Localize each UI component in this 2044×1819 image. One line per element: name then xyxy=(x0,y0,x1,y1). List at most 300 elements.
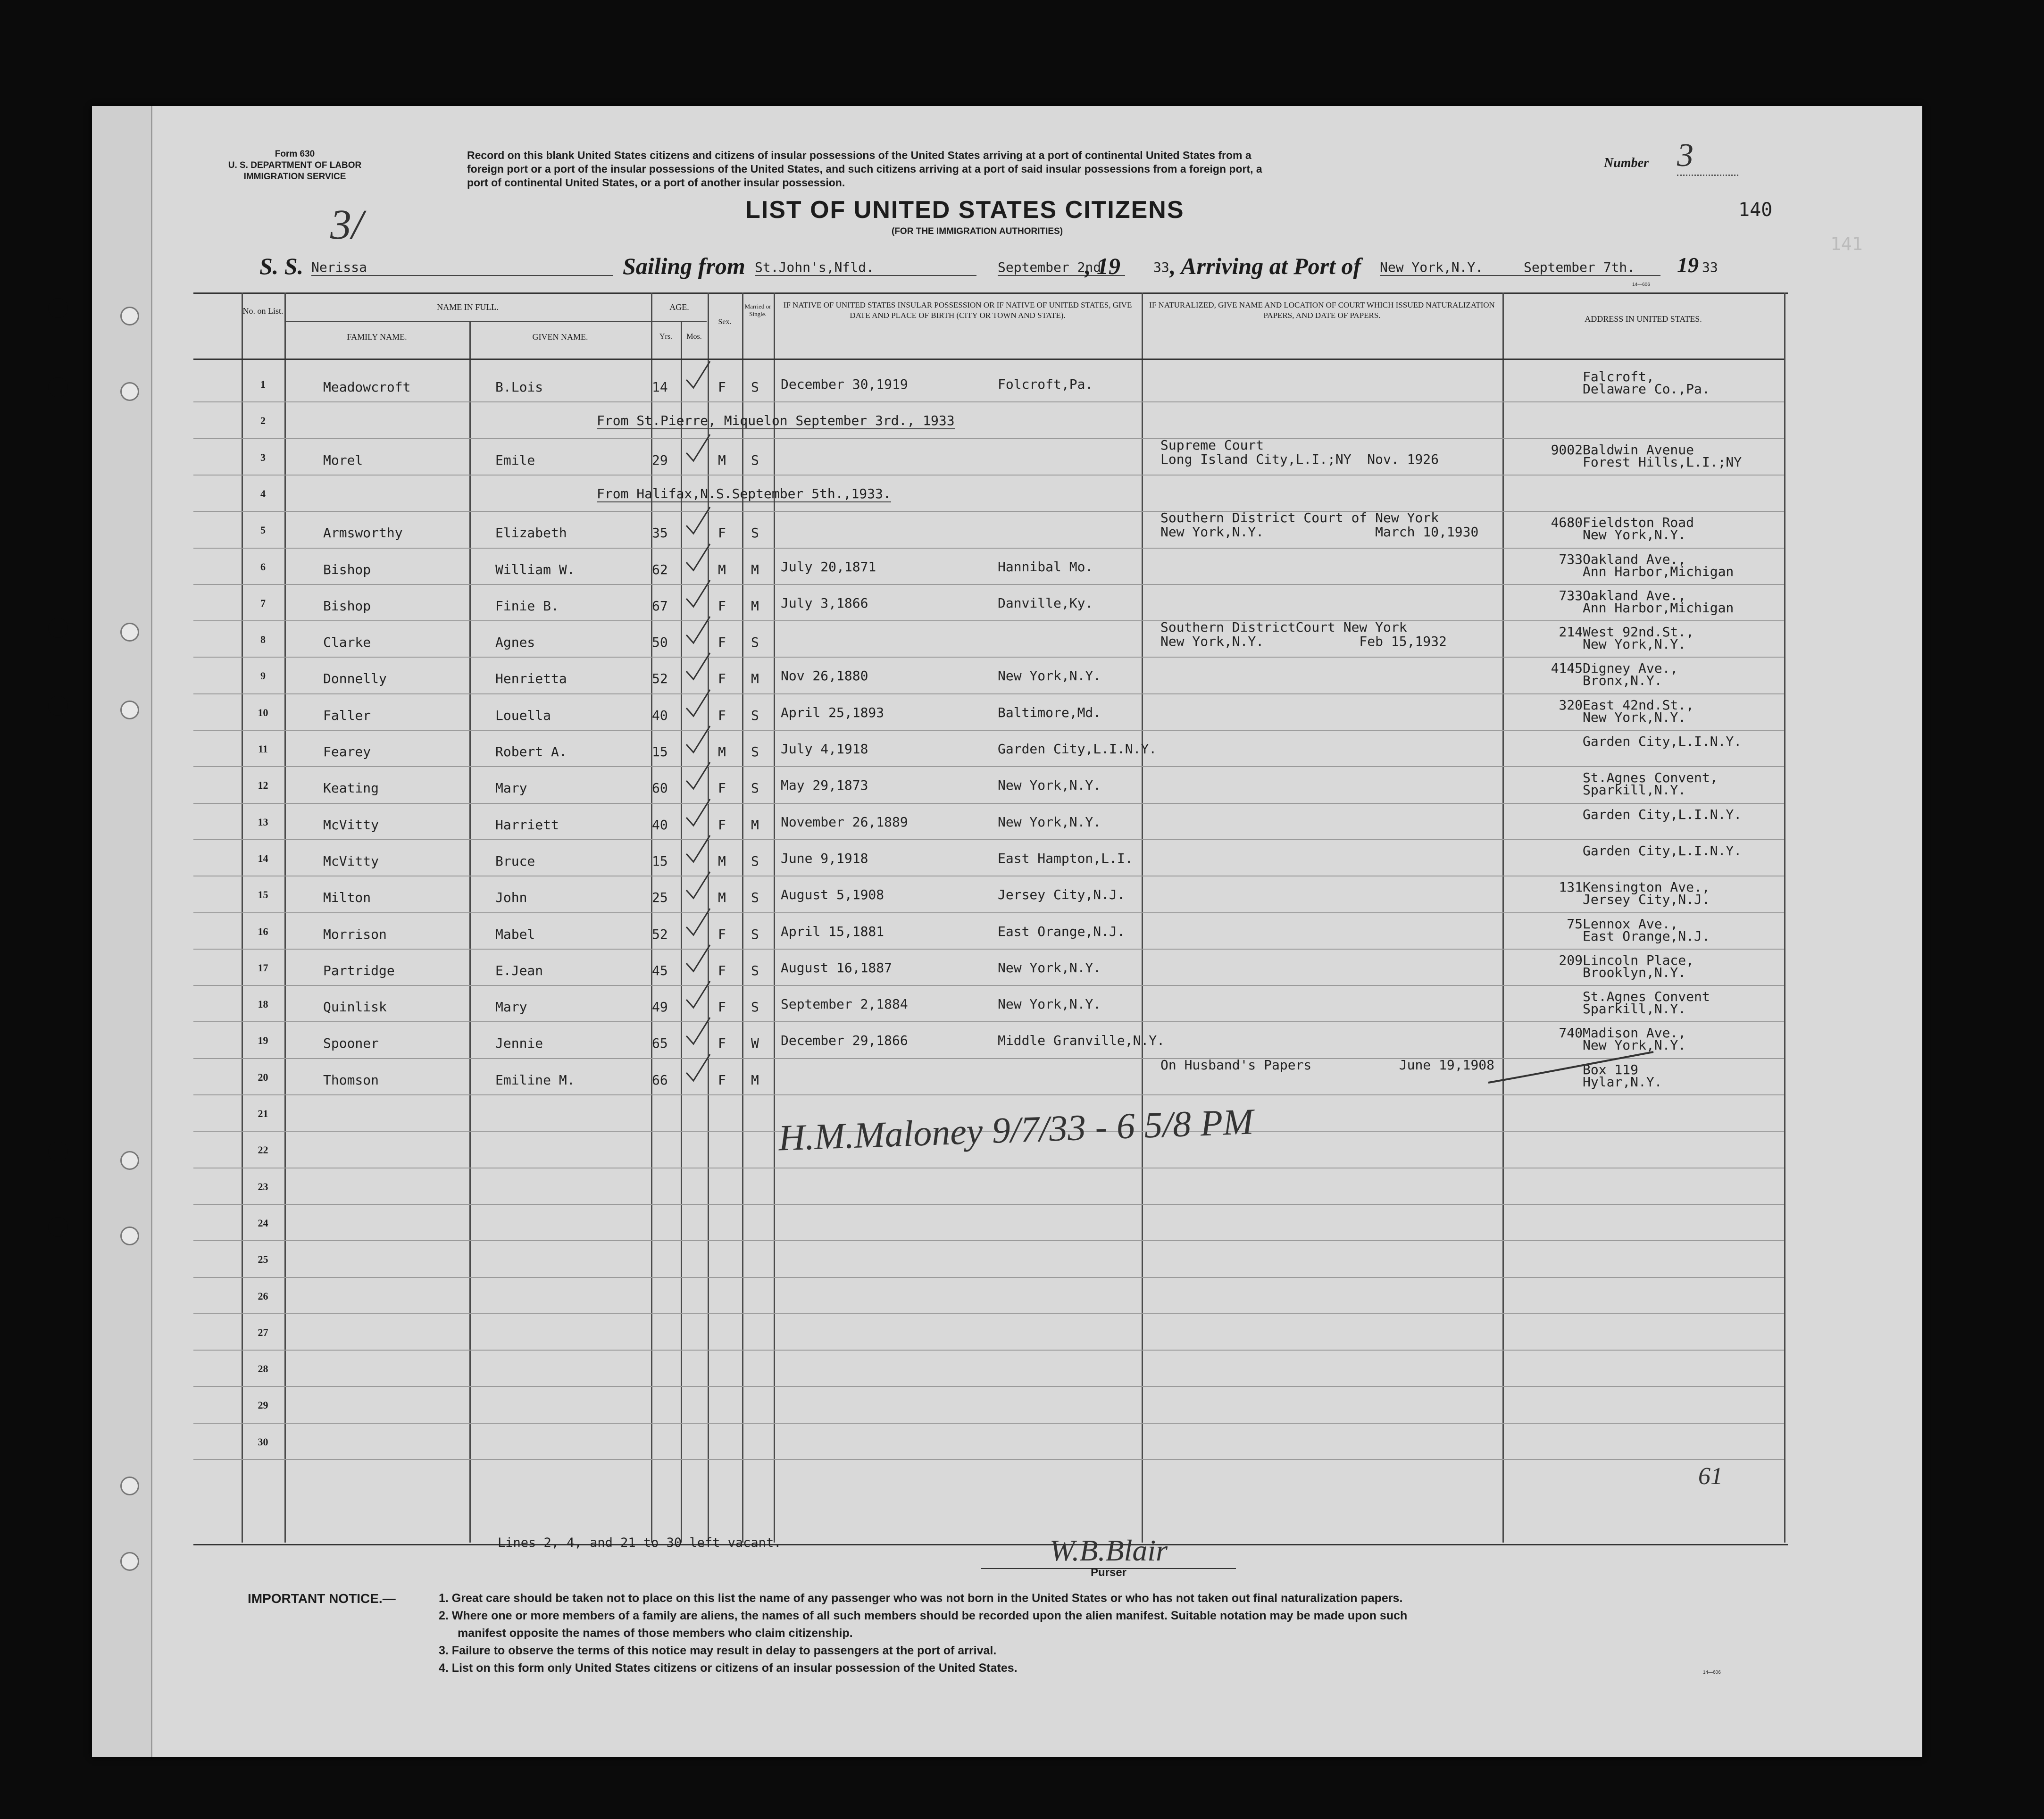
row-rule xyxy=(193,803,1784,804)
row-rule xyxy=(193,438,1784,439)
column-rule xyxy=(242,292,243,1543)
marital-status: S xyxy=(751,634,759,651)
header-birth: IF NATIVE OF UNITED STATES INSULAR POSSESSION OR IF NATIVE OF UNITED STATES, GIVE DATE AND PLACE OF BIRTH (CITY OR TOWN AND STATE). xyxy=(783,300,1132,320)
address-line-1: Kensington Ave., xyxy=(1583,879,1710,895)
sex: F xyxy=(718,1035,726,1051)
address-number: 740 xyxy=(1559,1025,1583,1041)
birth-place: Danville,Ky. xyxy=(998,595,1093,611)
birth-date: July 3,1866 xyxy=(781,595,868,611)
birth-date: June 9,1918 xyxy=(781,850,868,866)
age-years: 62 xyxy=(652,561,668,577)
address-line-2: Jersey City,N.J. xyxy=(1583,892,1710,908)
check-mark xyxy=(684,650,712,683)
form-subtitle: (FOR THE IMMIGRATION AUTHORITIES) xyxy=(892,226,1063,236)
given-name: Finie B. xyxy=(495,598,559,614)
naturalization-location-date: New York,N.Y. Feb 15,1932 xyxy=(1160,634,1447,650)
age-years: 15 xyxy=(652,744,668,759)
sex: M xyxy=(718,890,726,906)
binder-hole xyxy=(120,1151,139,1170)
family-name: Quinlisk xyxy=(323,999,387,1015)
marital-status: S xyxy=(751,926,759,942)
age-years: 35 xyxy=(652,525,668,541)
list-number: 1 xyxy=(260,378,266,390)
marital-status: S xyxy=(751,744,759,759)
address-number: 75 xyxy=(1567,916,1583,932)
list-number-vacant: 23 xyxy=(258,1180,268,1193)
age-years: 52 xyxy=(652,671,668,687)
departure-port: St.John's,Nfld. xyxy=(755,259,976,276)
naturalization-court: Southern District Court of New York xyxy=(1160,510,1439,526)
row-rule xyxy=(193,511,1784,512)
inspector-annotation: H.M.Maloney 9/7/33 - 6 5/8 PM xyxy=(777,1101,1254,1159)
family-name: Meadowcroft xyxy=(323,379,411,395)
row-rule xyxy=(193,1459,1784,1460)
sex: M xyxy=(718,744,726,759)
birth-date: December 29,1866 xyxy=(781,1033,908,1049)
row-rule xyxy=(193,1094,1784,1095)
given-name: Emiline M. xyxy=(495,1072,575,1088)
notice-item: 1. Great care should be taken not to place on this list the name of any passenger who was not born in the United States or who has not taken out final naturalization papers. xyxy=(439,1592,1403,1605)
address-line-2: Ann Harbor,Michigan xyxy=(1583,600,1734,616)
age-years: 60 xyxy=(652,780,668,796)
header-list-number: No. on List. xyxy=(242,306,284,316)
vacant-lines-note: Lines 2, 4, and 21 to 30 left vacant. xyxy=(498,1535,782,1550)
list-number: 5 xyxy=(260,524,266,536)
notice-item: 4. List on this form only United States citizens or citizens of an insular possession of the United States. xyxy=(439,1661,1018,1675)
list-number: 14 xyxy=(258,852,268,864)
row-rule xyxy=(193,584,1784,585)
family-name: Morrison xyxy=(323,926,387,942)
marital-status: S xyxy=(751,890,759,906)
sex: F xyxy=(718,525,726,541)
row-rule xyxy=(193,985,1784,986)
birth-date: May 29,1873 xyxy=(781,777,868,793)
address-line-1: Lincoln Place, xyxy=(1583,952,1694,968)
list-number: 8 xyxy=(260,634,266,646)
binder-hole xyxy=(48,298,68,318)
list-number: 10 xyxy=(258,706,268,718)
list-number: 3 xyxy=(1677,137,1738,176)
birth-place: Hannibal Mo. xyxy=(998,559,1093,575)
binder-hole xyxy=(120,307,139,325)
instruction-line: Record on this blank United States citizens and citizens of insular possessions of the United States arriving at a port of continental United States from a xyxy=(467,149,1251,161)
sex: M xyxy=(718,853,726,869)
address-number: 209 xyxy=(1559,952,1583,968)
arrival-date: September 7th. xyxy=(1524,259,1660,276)
column-rule xyxy=(1784,292,1785,1543)
purser-signature: W.B.Blair xyxy=(981,1533,1236,1569)
family-name: Keating xyxy=(323,780,379,796)
arriving-label: , Arriving at Port of xyxy=(1170,253,1361,279)
age-years: 40 xyxy=(652,707,668,723)
age-years: 15 xyxy=(652,853,668,869)
age-years: 29 xyxy=(652,452,668,468)
family-name: Clarke xyxy=(323,634,371,651)
footer-print-code: 14—606 xyxy=(1703,1670,1721,1675)
header-rule xyxy=(193,359,1784,360)
sailing-from-label: Sailing from xyxy=(623,253,745,279)
birth-date: April 15,1881 xyxy=(781,923,884,939)
sex: F xyxy=(718,379,726,395)
column-rule xyxy=(774,292,775,1543)
departure-date: September 2nd xyxy=(998,259,1125,276)
marital-status: S xyxy=(751,525,759,541)
sex: F xyxy=(718,999,726,1015)
marital-status: M xyxy=(751,671,759,687)
given-name: Mabel xyxy=(495,926,535,942)
address-line-2: New York,N.Y. xyxy=(1583,709,1686,725)
family-name: Spooner xyxy=(323,1035,379,1051)
check-mark xyxy=(684,359,712,392)
check-mark xyxy=(684,541,712,574)
row-rule xyxy=(193,912,1784,913)
row-rule xyxy=(193,1350,1784,1351)
check-mark xyxy=(684,504,712,537)
address-line-1: Garden City,L.I.N.Y. xyxy=(1583,843,1742,859)
check-mark xyxy=(684,1051,712,1085)
address-line-1: St.Agnes Convent xyxy=(1583,989,1710,1005)
birth-date: Nov 26,1880 xyxy=(781,668,868,684)
arrival-year-prefix: 19 xyxy=(1677,253,1699,277)
list-number-vacant: 27 xyxy=(258,1326,268,1338)
header-address: ADDRESS IN UNITED STATES. xyxy=(1585,314,1702,324)
age-years: 45 xyxy=(652,962,668,978)
row-rule xyxy=(193,548,1784,549)
address-line-1: Garden City,L.I.N.Y. xyxy=(1583,734,1742,749)
age-years: 49 xyxy=(652,999,668,1015)
sex: F xyxy=(718,962,726,978)
family-name: Partridge xyxy=(323,962,395,978)
address-line-1: West 92nd.St., xyxy=(1583,624,1694,640)
family-name: Morel xyxy=(323,452,363,468)
age-years: 52 xyxy=(652,926,668,942)
list-number: 16 xyxy=(258,925,268,937)
address-line-1: Fieldston Road xyxy=(1583,515,1694,531)
row-rule xyxy=(193,693,1784,694)
edge-page-number: 141 xyxy=(1830,234,1863,254)
binder-hole xyxy=(120,1477,139,1495)
address-line-2: New York,N.Y. xyxy=(1583,1037,1686,1053)
address-line-1: Digney Ave., xyxy=(1583,660,1678,676)
age-years: 50 xyxy=(652,634,668,651)
voyage-leg-note: From St.Pierre, Miquelon September 3rd., 1933 xyxy=(597,413,955,429)
address-line-1: Falcroft, xyxy=(1583,369,1654,384)
notice-item: 3. Failure to observe the terms of this notice may result in delay to passengers at the port of arrival. xyxy=(439,1644,997,1657)
address-line-1: Baldwin Avenue xyxy=(1583,442,1694,458)
given-name: Bruce xyxy=(495,853,535,869)
age-years: 14 xyxy=(652,379,668,395)
row-rule xyxy=(193,839,1784,840)
marital-status: S xyxy=(751,780,759,796)
binder-hole xyxy=(120,382,139,401)
header-sex: Sex. xyxy=(718,318,732,326)
family-name: McVitty xyxy=(323,853,379,869)
list-number-vacant: 24 xyxy=(258,1217,268,1229)
list-number: 2 xyxy=(260,415,266,427)
sex: M xyxy=(718,452,726,468)
list-number: 3 xyxy=(260,451,266,463)
family-name: Thomson xyxy=(323,1072,379,1088)
address-line-2: New York,N.Y. xyxy=(1583,636,1686,652)
birth-date: September 2,1884 xyxy=(781,996,908,1012)
row-rule xyxy=(193,1204,1784,1205)
binder-hole xyxy=(120,623,139,642)
header-name-in-full: NAME IN FULL. xyxy=(437,302,499,312)
row-rule xyxy=(193,1277,1784,1278)
given-name: Mary xyxy=(495,999,527,1015)
row-rule xyxy=(193,730,1784,731)
naturalization-location-date: Long Island City,L.I.;NY Nov. 1926 xyxy=(1160,451,1439,467)
list-number: 20 xyxy=(258,1071,268,1083)
instruction-line: port of continental United States, or a port of another insular possession. xyxy=(467,176,845,189)
binder-hole xyxy=(120,701,139,719)
address-line-1: Madison Ave., xyxy=(1583,1025,1686,1041)
check-mark xyxy=(684,759,712,793)
birth-place: New York,N.Y. xyxy=(998,996,1101,1012)
address-line-1: Oakland Ave., xyxy=(1583,551,1686,567)
address-line-2: East Orange,N.J. xyxy=(1583,928,1710,944)
family-name: Milton xyxy=(323,890,371,906)
column-rule xyxy=(1142,292,1143,1543)
birth-place: East Hampton,L.I. xyxy=(998,850,1133,866)
birth-place: New York,N.Y. xyxy=(998,960,1101,976)
print-code: 14—606 xyxy=(1632,282,1650,287)
marital-status: M xyxy=(751,598,759,614)
address-number: 733 xyxy=(1559,551,1583,567)
given-name: Agnes xyxy=(495,634,535,651)
birth-place: Middle Granville,N.Y. xyxy=(998,1033,1165,1049)
address-line-2: Delaware Co.,Pa. xyxy=(1583,381,1710,397)
header-rule xyxy=(284,321,707,322)
sex: F xyxy=(718,817,726,833)
handwritten-corner-mark: 3/ xyxy=(330,201,364,248)
check-mark xyxy=(684,906,712,939)
header-given-name: GIVEN NAME. xyxy=(532,332,588,342)
check-mark xyxy=(684,833,712,866)
header-years: Yrs. xyxy=(659,333,673,341)
list-number: 15 xyxy=(258,889,268,901)
family-name: Bishop xyxy=(323,598,371,614)
check-mark xyxy=(684,1015,712,1048)
check-mark xyxy=(684,614,712,647)
header-naturalization: IF NATURALIZED, GIVE NAME AND LOCATION OF COURT WHICH ISSUED NATURALIZATION PAPERS, AND DATE OF PAPERS. xyxy=(1149,300,1495,320)
arrival-port: New York,N.Y. xyxy=(1380,259,1535,276)
address-line-1: St.Agnes Convent, xyxy=(1583,770,1718,786)
sex: F xyxy=(718,634,726,651)
address-line-1: Oakland Ave., xyxy=(1583,587,1686,603)
sex: M xyxy=(718,561,726,577)
birth-date: August 16,1887 xyxy=(781,960,893,976)
address-line-1: Garden City,L.I.N.Y. xyxy=(1583,806,1742,822)
list-number: 6 xyxy=(260,560,266,573)
purser-label: Purser xyxy=(1090,1566,1127,1579)
row-rule xyxy=(193,475,1784,476)
marital-status: S xyxy=(751,853,759,869)
ship-name: Nerissa xyxy=(311,259,613,276)
birth-place: New York,N.Y. xyxy=(998,668,1101,684)
instruction-line: foreign port or a port of the insular possessions of the United States, and such citizens arriving at a port of said insular possessions from a foreign port, a xyxy=(467,163,1262,175)
binder-hole xyxy=(48,377,68,397)
given-name: B.Lois xyxy=(495,379,543,395)
form-title: LIST OF UNITED STATES CITIZENS xyxy=(745,196,1185,224)
given-name: Emile xyxy=(495,452,535,468)
departure-year: 33 xyxy=(1153,259,1169,275)
family-name: Donnelly xyxy=(323,671,387,687)
given-name: Mary xyxy=(495,780,527,796)
birth-date: November 26,1889 xyxy=(781,814,908,830)
birth-place: New York,N.Y. xyxy=(998,777,1101,793)
row-rule xyxy=(193,949,1784,950)
birth-date: August 5,1908 xyxy=(781,887,884,903)
marital-status: S xyxy=(751,379,759,395)
address-number: 131 xyxy=(1559,879,1583,895)
column-rule xyxy=(681,321,682,1543)
naturalization-court: Southern DistrictCourt New York xyxy=(1160,619,1407,635)
binder-hole xyxy=(120,1227,139,1245)
birth-place: Baltimore,Md. xyxy=(998,704,1101,720)
given-name: Jennie xyxy=(495,1035,543,1051)
address-line-2: Sparkill,N.Y. xyxy=(1583,782,1686,798)
list-number-vacant: 25 xyxy=(258,1253,268,1266)
header-months: Mos. xyxy=(686,333,702,341)
list-number-vacant: 21 xyxy=(258,1108,268,1119)
page-tally: 61 xyxy=(1698,1463,1723,1490)
address-number: 214 xyxy=(1559,624,1583,640)
address-line-2: Brooklyn,N.Y. xyxy=(1583,964,1686,980)
form-number: Form 630 xyxy=(275,149,315,159)
binder-hole xyxy=(48,696,68,716)
address-line-2: Sparkill,N.Y. xyxy=(1583,1001,1686,1017)
birth-date: April 25,1893 xyxy=(781,704,884,720)
handwritten-stroke xyxy=(1486,1050,1656,1087)
address-line-2: New York,N.Y. xyxy=(1583,527,1686,543)
row-rule xyxy=(193,1240,1784,1241)
service-name: IMMIGRATION SERVICE xyxy=(243,172,346,182)
birth-date: July 20,1871 xyxy=(781,559,876,575)
address-line-2: Bronx,N.Y. xyxy=(1583,673,1662,689)
address-line-1: East 42nd.St., xyxy=(1583,697,1694,713)
given-name: E.Jean xyxy=(495,962,543,978)
address-line-2: Forest Hills,L.I.;NY xyxy=(1583,454,1742,470)
row-rule xyxy=(193,657,1784,658)
address-line-1: Box 119 xyxy=(1583,1061,1639,1077)
list-number: 4 xyxy=(260,487,266,500)
row-rule xyxy=(193,620,1784,621)
list-number: 18 xyxy=(258,998,268,1010)
notice-heading: IMPORTANT NOTICE.— xyxy=(248,1591,396,1606)
check-mark xyxy=(684,577,712,610)
address-number: 320 xyxy=(1559,697,1583,713)
list-number-vacant: 26 xyxy=(258,1290,268,1302)
column-rule xyxy=(469,321,471,1543)
check-mark xyxy=(684,687,712,720)
binder-hole xyxy=(120,1552,139,1571)
marital-status: M xyxy=(751,561,759,577)
list-number: 12 xyxy=(258,779,268,792)
address-line-1: Lennox Ave., xyxy=(1583,916,1678,932)
list-number: 7 xyxy=(260,597,266,609)
list-number: 9 xyxy=(260,670,266,682)
row-rule xyxy=(193,1386,1784,1387)
given-name: Henrietta xyxy=(495,671,567,687)
list-number-vacant: 22 xyxy=(258,1144,268,1156)
birth-place: Folcroft,Pa. xyxy=(998,376,1093,392)
header-family-name: FAMILY NAME. xyxy=(347,332,407,342)
sex: F xyxy=(718,1072,726,1088)
naturalization-court: Supreme Court xyxy=(1160,437,1264,453)
age-years: 25 xyxy=(652,890,668,906)
given-name: Robert A. xyxy=(495,744,567,759)
sex: F xyxy=(718,926,726,942)
check-mark xyxy=(684,942,712,975)
sex: F xyxy=(718,707,726,723)
list-number: 19 xyxy=(258,1035,268,1047)
marital-status: S xyxy=(751,707,759,723)
list-number: 11 xyxy=(258,743,268,755)
department-name: U. S. DEPARTMENT OF LABOR xyxy=(228,160,362,170)
given-name: Louella xyxy=(495,707,551,723)
check-mark xyxy=(684,723,712,756)
birth-place: Jersey City,N.J. xyxy=(998,887,1125,903)
birth-place: New York,N.Y. xyxy=(998,814,1101,830)
family-name: Faller xyxy=(323,707,371,723)
birth-place: East Orange,N.J. xyxy=(998,923,1125,939)
address-number: 9002 xyxy=(1551,442,1583,458)
number-label: Number xyxy=(1604,156,1649,170)
binder-hole xyxy=(48,1217,68,1237)
row-rule xyxy=(193,766,1784,767)
notice-item: 2. Where one or more members of a family are aliens, the names of all such members should be recorded upon the alien manifest. Suitable notation may be made upon such xyxy=(439,1609,1408,1622)
age-years: 40 xyxy=(652,817,668,833)
address-number: 4145 xyxy=(1551,660,1583,676)
form-instructions xyxy=(467,149,1552,190)
row-rule xyxy=(193,401,1784,402)
list-number: 17 xyxy=(258,961,268,974)
address-number: 4680 xyxy=(1551,515,1583,531)
column-rule xyxy=(742,292,743,1543)
ss-label: S. S. xyxy=(259,253,304,279)
address-line-2: Ann Harbor,Michigan xyxy=(1583,563,1734,579)
birth-place: Garden City,L.I.N.Y. xyxy=(998,741,1157,757)
address-number: 733 xyxy=(1559,587,1583,603)
stamped-page-number: 140 xyxy=(1738,199,1773,221)
age-years: 65 xyxy=(652,1035,668,1051)
notice-list xyxy=(439,1590,1774,1677)
given-name: William W. xyxy=(495,561,575,577)
row-rule xyxy=(193,1423,1784,1424)
marital-status: S xyxy=(751,452,759,468)
arrival-year: 33 xyxy=(1702,259,1718,275)
row-rule xyxy=(193,1313,1784,1314)
age-years: 66 xyxy=(652,1072,668,1088)
birth-date: December 30,1919 xyxy=(781,376,908,392)
birth-date: July 4,1918 xyxy=(781,741,868,757)
family-name: Armsworthy xyxy=(323,525,403,541)
form-department-block xyxy=(212,149,377,183)
check-mark xyxy=(684,432,712,465)
given-name: Elizabeth xyxy=(495,525,567,541)
column-rule xyxy=(651,292,652,1543)
column-rule xyxy=(284,292,286,1543)
list-number: 13 xyxy=(258,816,268,828)
binder-hole xyxy=(48,1142,68,1161)
header-married-single: Married or Single. xyxy=(744,303,771,317)
marital-status: M xyxy=(751,1072,759,1088)
check-mark xyxy=(684,869,712,902)
row-rule xyxy=(193,1021,1784,1022)
voyage-leg-note: From Halifax,N.S.September 5th.,1933. xyxy=(597,485,891,501)
family-name: Bishop xyxy=(323,561,371,577)
